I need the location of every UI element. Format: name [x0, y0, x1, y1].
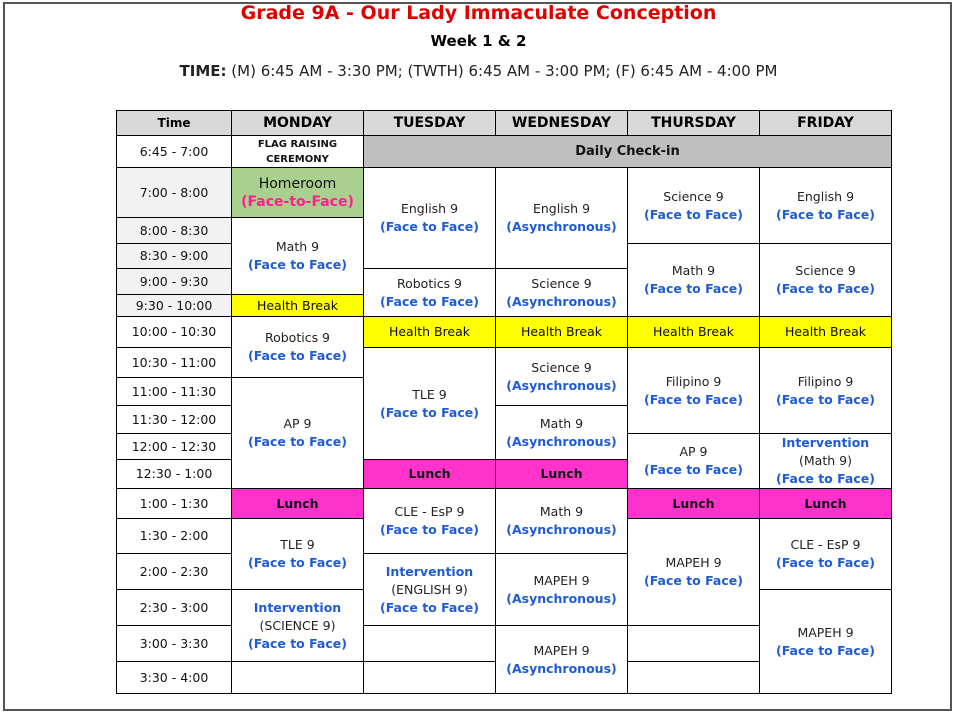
- class-label: (Math 9): [799, 453, 852, 468]
- schedule-cell: [231, 316, 364, 378]
- class-mode: (Face to Face): [776, 206, 875, 222]
- class-label: Science 9: [795, 263, 856, 278]
- time-label: TIME:: [179, 62, 227, 80]
- header-wednesday: [495, 110, 628, 136]
- time-slot: [116, 167, 232, 218]
- time-slot: [116, 377, 232, 406]
- time-slot-label: 9:30 - 10:00: [135, 297, 213, 313]
- schedule-cell: [363, 625, 496, 662]
- class-mode: (Face to Face): [380, 219, 479, 234]
- schedule-cell: [627, 167, 760, 244]
- schedule-cell: [363, 135, 892, 168]
- class-label: TLE 9: [280, 537, 315, 552]
- schedule-cell: [231, 294, 364, 317]
- header-time: [116, 110, 232, 136]
- schedule-cell: [231, 488, 364, 519]
- time-slot-label: 2:30 - 3:00: [139, 599, 209, 615]
- schedule-cell: [231, 217, 364, 295]
- intervention-label: Intervention: [253, 599, 342, 615]
- class-label: Math 9: [671, 263, 716, 278]
- class-label: FLAG RAISING: [257, 138, 338, 150]
- time-slot-label: 7:00 - 8:00: [139, 184, 209, 200]
- intervention-label: Intervention: [781, 435, 870, 450]
- class-mode: (Asynchronous): [506, 219, 617, 234]
- class-mode: (Asynchronous): [506, 522, 617, 537]
- class-label: Health Break: [652, 324, 735, 339]
- time-slot: [116, 488, 232, 519]
- class-mode: (Face to Face): [248, 257, 347, 272]
- schedule-cell: [363, 268, 496, 317]
- time-slot: [116, 217, 232, 244]
- class-label: English 9: [796, 188, 855, 204]
- class-label: Science 9: [531, 359, 592, 375]
- schedule-cell: [363, 661, 496, 694]
- schedule-cell: [495, 167, 628, 269]
- time-slot-label: 3:30 - 4:00: [139, 669, 209, 685]
- time-slot-label: 3:00 - 3:30: [139, 635, 209, 651]
- time-slot-label: 1:30 - 2:00: [139, 528, 209, 543]
- class-label: CLE - EsP 9: [394, 504, 465, 519]
- time-text: (M) 6:45 AM - 3:30 PM; (TWTH) 6:45 AM - 3:00 PM; (F) 6:45 AM - 4:00 PM: [231, 62, 778, 80]
- time-slot: [116, 518, 232, 554]
- class-mode: (Face to Face): [644, 573, 743, 588]
- schedule-cell: [231, 167, 364, 218]
- class-label: AP 9: [679, 444, 708, 459]
- class-label: Science 9: [663, 188, 724, 204]
- schedule-cell: [363, 316, 496, 348]
- header-label: Time: [157, 116, 191, 130]
- time-slot: [116, 316, 232, 348]
- class-mode: (Face to Face): [380, 404, 479, 420]
- class-label: English 9: [532, 201, 591, 216]
- class-label: (ENGLISH 9): [391, 581, 468, 597]
- schedule-cell: [759, 243, 892, 317]
- schedule-cell: [495, 405, 628, 460]
- time-slot: [116, 589, 232, 626]
- time-slot-label: 9:00 - 9:30: [139, 273, 209, 289]
- time-slot-label: 2:00 - 2:30: [139, 563, 209, 579]
- header-monday: [231, 110, 364, 136]
- class-mode: (Face to Face): [248, 434, 347, 449]
- time-slot: [116, 553, 232, 590]
- time-slot-label: 6:45 - 7:00: [139, 143, 209, 159]
- schedule-cell: [495, 268, 628, 317]
- class-mode: (Face to Face): [644, 281, 743, 296]
- class-label: Math 9: [539, 415, 584, 431]
- class-mode: (Face to Face): [248, 635, 347, 651]
- schedule-cell: [363, 167, 496, 269]
- schedule-cell: [759, 589, 892, 694]
- class-label: CLE - EsP 9: [790, 537, 861, 552]
- schedule-cell: [495, 347, 628, 406]
- class-label: TLE 9: [412, 386, 447, 402]
- schedule-cell: [363, 347, 496, 460]
- class-mode: (Asynchronous): [506, 660, 617, 676]
- time-slot: [116, 405, 232, 434]
- schedule-cell: [627, 661, 760, 694]
- time-slot-label: 12:00 - 12:30: [131, 438, 217, 454]
- time-slot: [116, 347, 232, 378]
- schedule-cell: [627, 625, 760, 662]
- time-slot: [116, 459, 232, 489]
- schedule-cell: [627, 243, 760, 317]
- schedule-cell: [495, 459, 628, 489]
- schedule-cell: [627, 316, 760, 348]
- class-mode: (Asynchronous): [506, 293, 617, 309]
- class-label: Daily Check-in: [575, 143, 680, 159]
- class-mode: (Asynchronous): [506, 433, 617, 449]
- class-label: Filipino 9: [665, 373, 722, 389]
- header-label: MONDAY: [263, 115, 332, 131]
- time-info: [0, 62, 957, 80]
- time-slot-label: 11:30 - 12:00: [131, 411, 217, 427]
- class-mode: (Face to Face): [776, 471, 875, 486]
- class-mode: (Face to Face): [248, 348, 347, 363]
- week-label: Week 1 & 2: [430, 32, 527, 50]
- class-label: MAPEH 9: [533, 642, 590, 658]
- class-label: English 9: [400, 201, 459, 216]
- class-label: MAPEH 9: [665, 555, 722, 570]
- schedule-cell: [759, 433, 892, 489]
- schedule-cell: [759, 518, 892, 590]
- schedule-cell: [363, 488, 496, 554]
- class-label: Homeroom: [258, 175, 337, 192]
- class-label: Math 9: [275, 239, 320, 254]
- schedule-cell: [231, 377, 364, 489]
- header-label: THURSDAY: [651, 115, 736, 131]
- intervention-label: Intervention: [385, 563, 474, 579]
- class-label: Lunch: [408, 466, 451, 481]
- class-mode: (Face to Face): [644, 462, 743, 477]
- time-slot: [116, 625, 232, 662]
- class-label: Lunch: [540, 466, 583, 481]
- class-label: Lunch: [672, 495, 715, 511]
- class-label: CEREMONY: [266, 153, 329, 165]
- time-slot: [116, 135, 232, 168]
- schedule-cell: [627, 433, 760, 489]
- time-slot-label: 8:30 - 9:00: [139, 248, 209, 263]
- schedule-cell: [627, 518, 760, 626]
- class-label: Lunch: [276, 495, 319, 511]
- schedule-cell: [627, 488, 760, 519]
- class-label: Lunch: [804, 495, 847, 511]
- class-mode: (Face to Face): [644, 391, 743, 407]
- time-slot-label: 11:00 - 11:30: [131, 383, 217, 399]
- class-mode: (Asynchronous): [506, 377, 617, 393]
- class-label: Health Break: [388, 324, 471, 339]
- schedule-cell: [363, 459, 496, 489]
- class-label: Robotics 9: [264, 330, 331, 345]
- class-label: AP 9: [283, 416, 312, 431]
- time-slot-label: 1:00 - 1:30: [139, 495, 209, 511]
- schedule-table: [116, 110, 891, 693]
- class-label: (SCIENCE 9): [259, 617, 336, 633]
- class-label: Science 9: [531, 275, 592, 291]
- schedule-cell: [495, 625, 628, 694]
- header-thursday: [627, 110, 760, 136]
- class-mode: (Face to Face): [644, 206, 743, 222]
- time-slot-label: 8:00 - 8:30: [139, 222, 209, 238]
- header-label: TUESDAY: [393, 115, 466, 131]
- time-slot: [116, 661, 232, 694]
- schedule-cell: [231, 135, 364, 168]
- schedule-cell: [495, 316, 628, 348]
- time-slot: [116, 243, 232, 269]
- time-slot-label: 10:30 - 11:00: [131, 354, 217, 370]
- time-slot-label: 12:30 - 1:00: [135, 466, 213, 481]
- schedule-cell: [231, 518, 364, 590]
- class-mode: (Face to Face): [776, 555, 875, 570]
- schedule-cell: [627, 347, 760, 434]
- time-slot: [116, 268, 232, 295]
- time-slot: [116, 433, 232, 460]
- schedule-cell: [759, 488, 892, 519]
- class-mode: (Face to Face): [776, 281, 875, 296]
- class-mode: (Face to Face): [380, 522, 479, 537]
- class-label: MAPEH 9: [533, 572, 590, 588]
- class-mode: (Asynchronous): [506, 590, 617, 606]
- time-slot: [116, 294, 232, 317]
- schedule-cell: [495, 488, 628, 554]
- class-mode: (Face to Face): [380, 599, 479, 615]
- class-mode: (Face to Face): [380, 293, 479, 309]
- class-label: Health Break: [520, 324, 603, 339]
- class-label: MAPEH 9: [797, 624, 854, 640]
- class-label: Robotics 9: [396, 275, 463, 291]
- class-label: Math 9: [539, 504, 584, 519]
- schedule-cell: [759, 167, 892, 244]
- schedule-cell: [231, 661, 364, 694]
- schedule-cell: [495, 553, 628, 626]
- header-label: WEDNESDAY: [511, 115, 612, 131]
- class-label: Health Break: [784, 324, 867, 339]
- class-mode: (Face to Face): [776, 642, 875, 658]
- class-mode: (Face to Face): [776, 391, 875, 407]
- class-label: Health Break: [256, 297, 339, 313]
- header-label: FRIDAY: [797, 115, 854, 131]
- class-mode: (Face to Face): [248, 555, 347, 570]
- header-tuesday: [363, 110, 496, 136]
- schedule-cell: [231, 589, 364, 662]
- schedule-cell: [759, 316, 892, 348]
- header-friday: [759, 110, 892, 136]
- page-title: Grade 9A - Our Lady Immaculate Conception: [240, 2, 717, 24]
- class-label: Filipino 9: [797, 373, 854, 389]
- schedule-cell: [363, 553, 496, 626]
- schedule-cell: [759, 347, 892, 434]
- time-slot-label: 10:00 - 10:30: [131, 324, 217, 339]
- class-mode: (Face-to-Face): [241, 193, 354, 210]
